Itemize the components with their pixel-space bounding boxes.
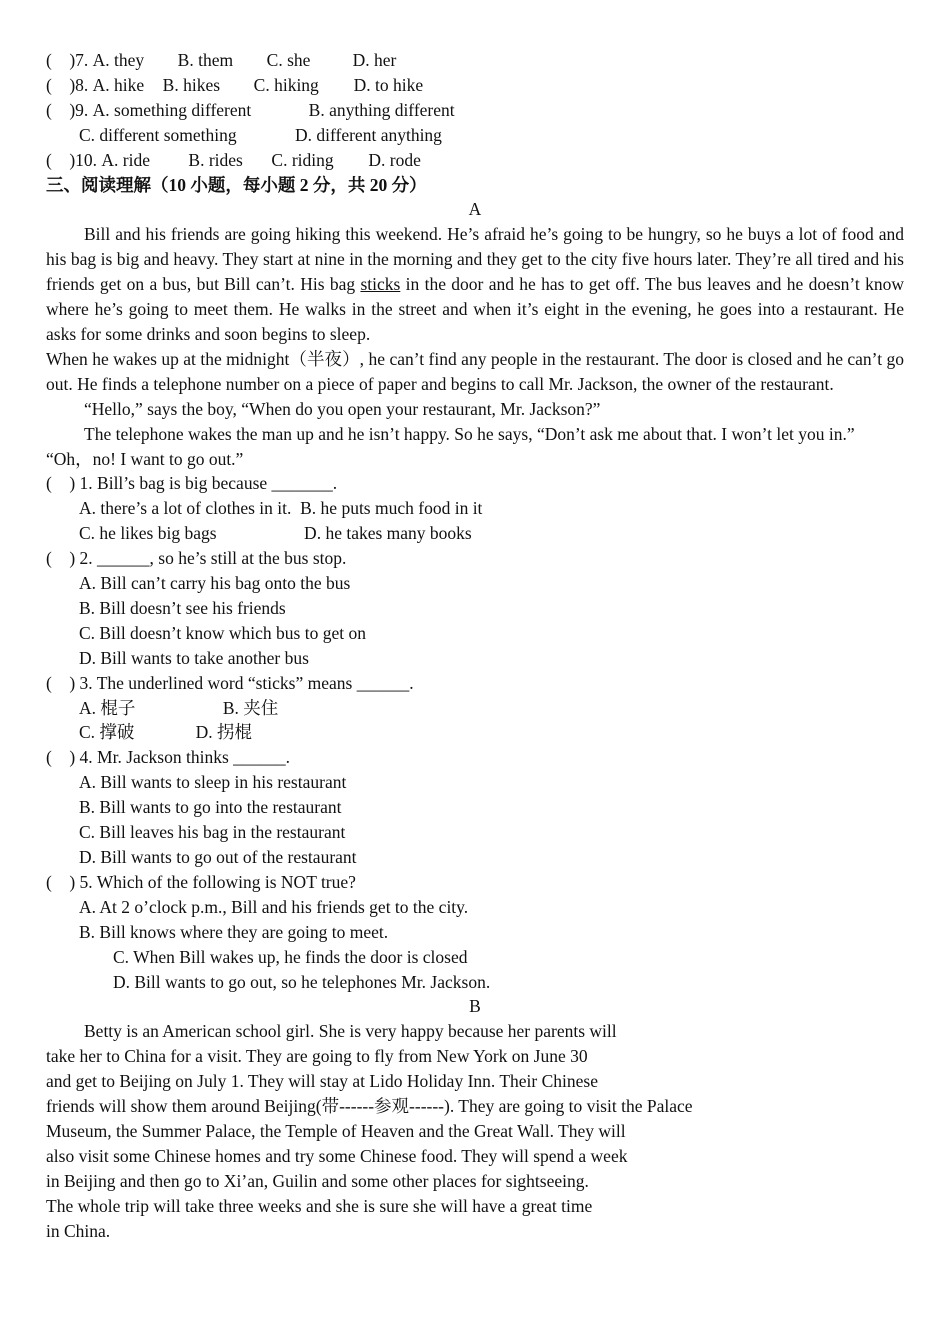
option-b: B. them: [177, 50, 234, 70]
option-b: B. anything different: [308, 99, 455, 120]
exam-page: [46, 48, 904, 1244]
option-a: A. they: [92, 50, 145, 70]
question-8: [46, 73, 904, 98]
question-9-row-2: [46, 123, 904, 148]
passage-a-paragraph-5: “Oh，no! I want to go out.”: [46, 448, 244, 469]
passage-a-paragraph-3: “Hello,” says the boy, “When do you open your restaurant, Mr. Jackson?”: [84, 398, 601, 419]
question-4-stem: ( ) 4. Mr. Jackson thinks ______.: [46, 747, 291, 768]
question-1-options: A. there’s a lot of clothes in it. B. he puts much food in it: [79, 498, 483, 519]
question-2-option-a: A. Bill can’t carry his bag onto the bus: [79, 573, 351, 594]
question-4-option-c: C. Bill leaves his bag in the restaurant: [79, 822, 346, 843]
question-5-option-d: D. Bill wants to go out, so he telephones Mr. Jackson.: [113, 971, 491, 992]
question-4-option-d: D. Bill wants to go out of the restaurant: [79, 847, 357, 867]
question-3-stem: ( ) 3. The underlined word “sticks” means ______.: [46, 672, 414, 693]
question-1-stem: ( ) 1. Bill’s bag is big because _______.: [46, 473, 338, 494]
question-5-option-c: C. When Bill wakes up, he finds the door is closed: [113, 946, 468, 967]
option-c: C. she: [266, 50, 311, 70]
passage-b-label: B: [469, 996, 481, 1017]
passage-b-line: in China.: [46, 1220, 111, 1241]
passage-b-line: Museum, the Summer Palace, the Temple of Heaven and the Great Wall. They will: [46, 1120, 626, 1141]
passage-text: Bill and his friends are going hiking this weekend. He’s afraid he’s going to be hungry, so he buys a lot of food and his bag is big and heavy. They start at nine in the morning and they get to the city five hours later. They’re all tired and his friends get on a bus, but Bill can’t. His bag: [46, 224, 904, 295]
question-3-options: A. 棍子 B. 夹住: [79, 697, 279, 718]
question-9: [46, 98, 904, 123]
passage-a-label: A: [468, 199, 482, 220]
passage-b-line: take her to China for a visit. They are going to fly from New York on June 30: [46, 1046, 588, 1067]
passage-a-paragraph-4: The telephone wakes the man up and he isn’t happy. So he says, “Don’t ask me about that. I won’t let you in.”: [84, 423, 855, 444]
option-a: A. something different: [92, 99, 252, 120]
question-1-options: C. he likes big bags D. he takes many books: [79, 523, 472, 544]
section-title: 三、阅读理解（10 小题，每小题 2 分，共 20 分）: [46, 174, 427, 195]
option-d: D. to hike: [353, 74, 424, 95]
question-2-stem: ( ) 2. ______, so he’s still at the bus stop.: [46, 548, 347, 569]
passage-a-paragraph-1: [46, 222, 904, 347]
question-5-option-a: A. At 2 o’clock p.m., Bill and his friends get to the city.: [79, 896, 469, 917]
question-number: ( )8.: [46, 74, 89, 95]
option-b: B. hikes: [162, 74, 221, 95]
question-2-option-d: D. Bill wants to take another bus: [79, 647, 309, 668]
passage-b-line: also visit some Chinese homes and try some Chinese food. They will spend a week: [46, 1145, 628, 1166]
option-c: C. hiking: [253, 74, 319, 95]
option-a: A. hike: [92, 74, 145, 95]
option-c: C. riding: [271, 149, 334, 170]
question-5-stem: ( ) 5. Which of the following is NOT true?: [46, 871, 356, 892]
question-number: ( )10.: [46, 149, 98, 170]
passage-b-line: The whole trip will take three weeks and she is sure she will have a great time: [46, 1195, 593, 1216]
passage-b-line: in Beijing and then go to Xi’an, Guilin and some other places for sightseeing.: [46, 1170, 589, 1191]
passage-b-line: friends will show them around Beijing(带------参观------). They are going to visit the Palace: [46, 1096, 693, 1117]
passage-b-line: and get to Beijing on July 1. They will stay at Lido Holiday Inn. Their Chinese: [46, 1071, 598, 1092]
question-2-option-c: C. Bill doesn’t know which bus to get on: [79, 622, 366, 643]
question-3-options: C. 撑破 D. 拐棍: [79, 722, 253, 743]
question-4-option-a: A. Bill wants to sleep in his restaurant: [79, 772, 347, 793]
option-d: D. rode: [368, 149, 421, 170]
option-a: A. ride: [101, 149, 151, 170]
question-7: [46, 48, 904, 73]
question-number: ( )7.: [46, 50, 89, 70]
option-b: B. rides: [188, 149, 243, 170]
question-5-option-b: B. Bill knows where they are going to meet.: [79, 921, 389, 942]
passage-text: in the door and he has to get off. The bus leaves and he doesn’t know where he’s going to meet them. He walks in the street and when it’s eight in the evening, he goes into a restaurant. He asks for some drinks and soon begins to sleep.: [46, 274, 904, 344]
question-number: ( )9.: [46, 99, 89, 120]
option-d: D. her: [352, 50, 397, 70]
question-4-option-b: B. Bill wants to go into the restaurant: [79, 797, 342, 818]
passage-b-line: Betty is an American school girl. She is very happy because her parents will: [84, 1021, 617, 1042]
option-d: D. different anything: [295, 124, 442, 145]
passage-a-paragraph-2: When he wakes up at the midnight（半夜）, he can’t find any people in the restaurant. The door is closed and he can’t go out. He finds a telephone number on a piece of paper and begins to call Mr. Jackson, the owner of the restaurant.: [46, 348, 904, 394]
question-2-option-b: B. Bill doesn’t see his friends: [79, 597, 286, 618]
question-10: [46, 148, 904, 173]
option-c: C. different something: [79, 124, 237, 145]
underlined-word: sticks: [360, 274, 401, 295]
